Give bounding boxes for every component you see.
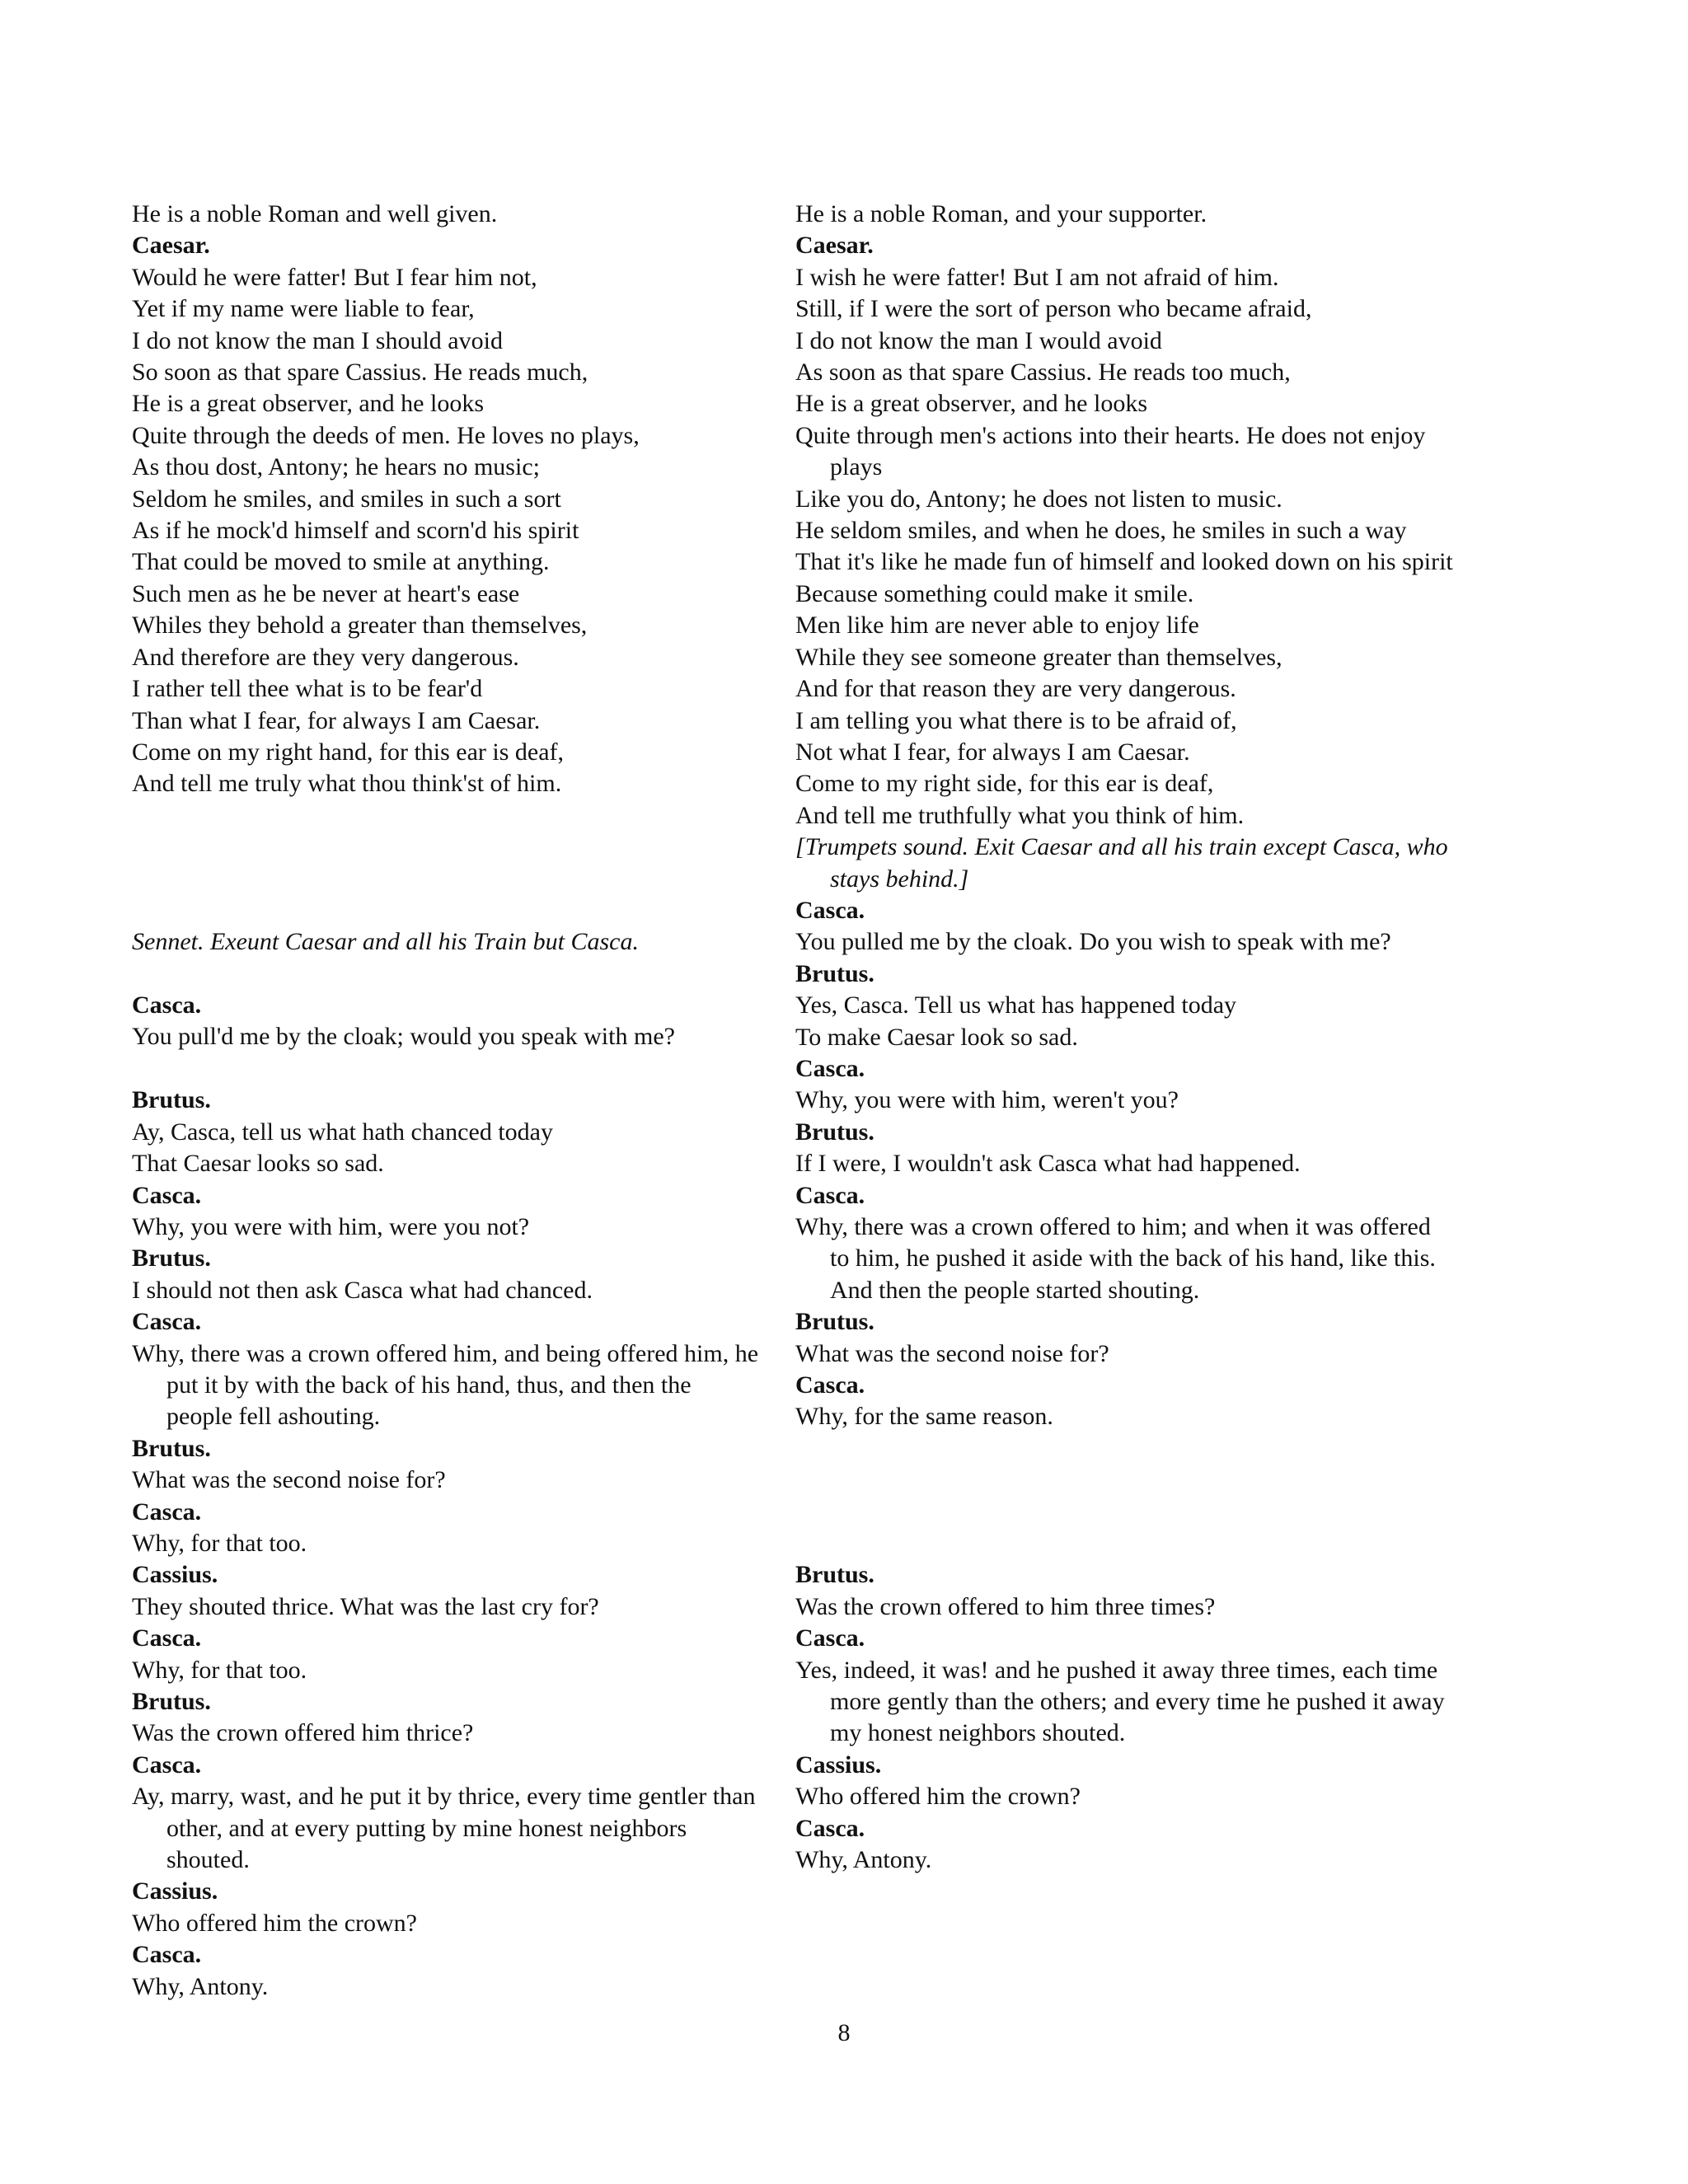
dialogue-line: What was the second noise for?	[795, 1339, 1109, 1367]
speaker-name: Brutus.	[132, 1086, 211, 1114]
dialogue-line: And for that reason they are very dangerous.	[795, 675, 1236, 703]
dialogue-line: Like you do, Antony; he does not listen to music.	[795, 485, 1282, 513]
speaker-name: Brutus.	[132, 1244, 211, 1272]
dialogue-line: I am telling you what there is to be afraid of,	[795, 706, 1237, 734]
speaker-name: Cassius.	[795, 1750, 882, 1779]
dialogue-line: Because something could make it smile.	[795, 579, 1194, 607]
dialogue-line: They shouted thrice. What was the last cry for?	[132, 1592, 599, 1620]
speaker-name: Caesar.	[795, 232, 874, 260]
blank-line	[795, 1433, 1455, 1465]
dialogue-line: So soon as that spare Cassius. He reads much,	[132, 359, 588, 387]
speaker-name: Brutus.	[132, 1688, 211, 1715]
dialogue-line: And tell me truly what thou think'st of him.	[132, 770, 562, 798]
dialogue-line: Come to my right side, for this ear is deaf,	[795, 770, 1214, 798]
dialogue-line: Who offered him the crown?	[132, 1909, 417, 1937]
dialogue-line: I should not then ask Casca what had chanced.	[132, 1276, 593, 1304]
modern-translation-column	[795, 199, 1455, 1876]
dialogue-line: Ay, Casca, tell us what hath chanced today	[132, 1118, 553, 1146]
dialogue-line: What was the second noise for?	[132, 1466, 446, 1494]
blank-line	[132, 864, 758, 895]
original-text-column	[132, 199, 758, 2003]
speaker-name: Brutus.	[795, 1118, 874, 1146]
speaker-name: Cassius.	[132, 1877, 218, 1905]
dialogue-line: He is a great observer, and he looks	[795, 390, 1147, 418]
dialogue-line: Why, Antony.	[795, 1846, 932, 1874]
dialogue-line: Would he were fatter! But I fear him not,	[132, 263, 537, 291]
page-number: 8	[837, 2019, 851, 2046]
dialogue-line: Why, for the same reason.	[795, 1403, 1053, 1431]
dialogue-line: Quite through men's actions into their hearts. He does not enjoy plays	[795, 421, 1426, 481]
blank-line	[132, 800, 758, 832]
dialogue-line: And therefore are they very dangerous.	[132, 643, 519, 671]
dialogue-line: Still, if I were the sort of person who became afraid,	[795, 295, 1312, 323]
dialogue-line: Why, you were with him, weren't you?	[795, 1086, 1179, 1114]
speaker-name: Casca.	[132, 1308, 202, 1336]
dialogue-line: That it's like he made fun of himself and looked down on his spirit	[795, 548, 1453, 576]
dialogue-line: Such men as he be never at heart's ease	[132, 579, 520, 607]
dialogue-line: As if he mock'd himself and scorn'd his spirit	[132, 517, 579, 545]
dialogue-line: He is a noble Roman, and your supporter.	[795, 200, 1207, 227]
dialogue-line: I rather tell thee what is to be fear'd	[132, 675, 483, 703]
blank-line	[132, 1053, 758, 1085]
dialogue-line: Not what I fear, for always I am Caesar.	[795, 738, 1190, 766]
speaker-name: Casca.	[795, 1814, 865, 1842]
speaker-name: Casca.	[795, 896, 865, 924]
blank-line	[795, 1497, 1455, 1528]
dialogue-line: To make Caesar look so sad.	[795, 1023, 1078, 1051]
speaker-name: Casca.	[132, 1497, 202, 1526]
dialogue-line: Whiles they behold a greater than themselves,	[132, 612, 588, 640]
dialogue-line: Ay, marry, wast, and he put it by thrice, every time gentler than other, and at every putting by mine honest neighbors shouted.	[132, 1783, 756, 1874]
dialogue-line: While they see someone greater than themselves,	[795, 643, 1282, 671]
dialogue-line: That could be moved to smile at anything.	[132, 548, 550, 576]
speaker-name: Caesar.	[132, 232, 210, 260]
speaker-name: Casca.	[795, 1371, 865, 1399]
dialogue-line: Why, for that too.	[132, 1656, 307, 1684]
speaker-name: Casca.	[795, 1181, 865, 1209]
stage-direction: [Trumpets sound. Exit Caesar and all his train except Casca, who stays behind.]	[795, 833, 1448, 893]
dialogue-line: I do not know the man I should avoid	[132, 326, 503, 354]
speaker-name: Casca.	[132, 991, 202, 1019]
dialogue-line: You pulled me by the cloak. Do you wish to speak with me?	[795, 928, 1391, 956]
blank-line	[795, 1528, 1455, 1559]
speaker-name: Brutus.	[795, 1308, 874, 1336]
dialogue-line: Who offered him the crown?	[795, 1783, 1081, 1811]
dialogue-line: Than what I fear, for always I am Caesar.	[132, 706, 541, 734]
dialogue-line: Was the crown offered to him three times?	[795, 1592, 1216, 1620]
speaker-name: Cassius.	[132, 1561, 218, 1589]
dialogue-line: And tell me truthfully what you think of him.	[795, 801, 1245, 829]
dialogue-line: Was the crown offered him thrice?	[132, 1719, 474, 1747]
dialogue-line: As thou dost, Antony; he hears no music;	[132, 453, 540, 481]
dialogue-line: I wish he were fatter! But I am not afraid of him.	[795, 263, 1279, 291]
dialogue-line: That Caesar looks so sad.	[132, 1150, 384, 1178]
dialogue-line: He seldom smiles, and when he does, he smiles in such a way	[795, 517, 1407, 545]
speaker-name: Casca.	[795, 1624, 865, 1652]
dialogue-line: Men like him are never able to enjoy life	[795, 612, 1199, 640]
dialogue-line: Why, for that too.	[132, 1529, 307, 1557]
dialogue-line: I do not know the man I would avoid	[795, 326, 1162, 354]
dialogue-line: Yes, indeed, it was! and he pushed it away three times, each time more gently than the others; and every time he pushed it away my honest neighbors shouted.	[795, 1656, 1445, 1747]
dialogue-line: Yet if my name were liable to fear,	[132, 295, 475, 323]
dialogue-line: If I were, I wouldn't ask Casca what had happened.	[795, 1150, 1301, 1178]
dialogue-line: You pull'd me by the cloak; would you speak with me?	[132, 1023, 675, 1051]
speaker-name: Brutus.	[132, 1434, 211, 1462]
blank-line	[132, 895, 758, 926]
dialogue-line: Why, you were with him, were you not?	[132, 1212, 530, 1240]
dialogue-line: Come on my right hand, for this ear is deaf,	[132, 738, 565, 766]
dialogue-line: Why, Antony.	[132, 1972, 269, 2000]
dialogue-line: He is a great observer, and he looks	[132, 390, 484, 418]
dialogue-line: Quite through the deeds of men. He loves no plays,	[132, 421, 640, 449]
dialogue-line: Why, there was a crown offered to him; and when it was offered to him, he pushed it aside with the back of his hand, like this. And then the people started shouting.	[795, 1213, 1436, 1304]
dialogue-line: He is a noble Roman and well given.	[132, 200, 498, 227]
dialogue-line: Yes, Casca. Tell us what has happened today	[795, 991, 1237, 1019]
speaker-name: Brutus.	[795, 959, 874, 987]
blank-line	[132, 832, 758, 863]
speaker-name: Casca.	[132, 1181, 202, 1209]
dialogue-line: Seldom he smiles, and smiles in such a sort	[132, 485, 561, 513]
speaker-name: Casca.	[132, 1750, 202, 1779]
stage-direction: Sennet. Exeunt Caesar and all his Train but Casca.	[132, 928, 639, 956]
blank-line	[132, 958, 758, 990]
dialogue-line: Why, there was a crown offered him, and being offered him, he put it by with the back of his hand, thus, and then the people fell ashouting.	[132, 1339, 759, 1431]
speaker-name: Casca.	[132, 1624, 202, 1652]
dialogue-line: As soon as that spare Cassius. He reads too much,	[795, 359, 1291, 387]
blank-line	[795, 1465, 1455, 1496]
speaker-name: Casca.	[795, 1054, 865, 1082]
speaker-name: Brutus.	[795, 1561, 874, 1589]
speaker-name: Casca.	[132, 1941, 202, 1969]
